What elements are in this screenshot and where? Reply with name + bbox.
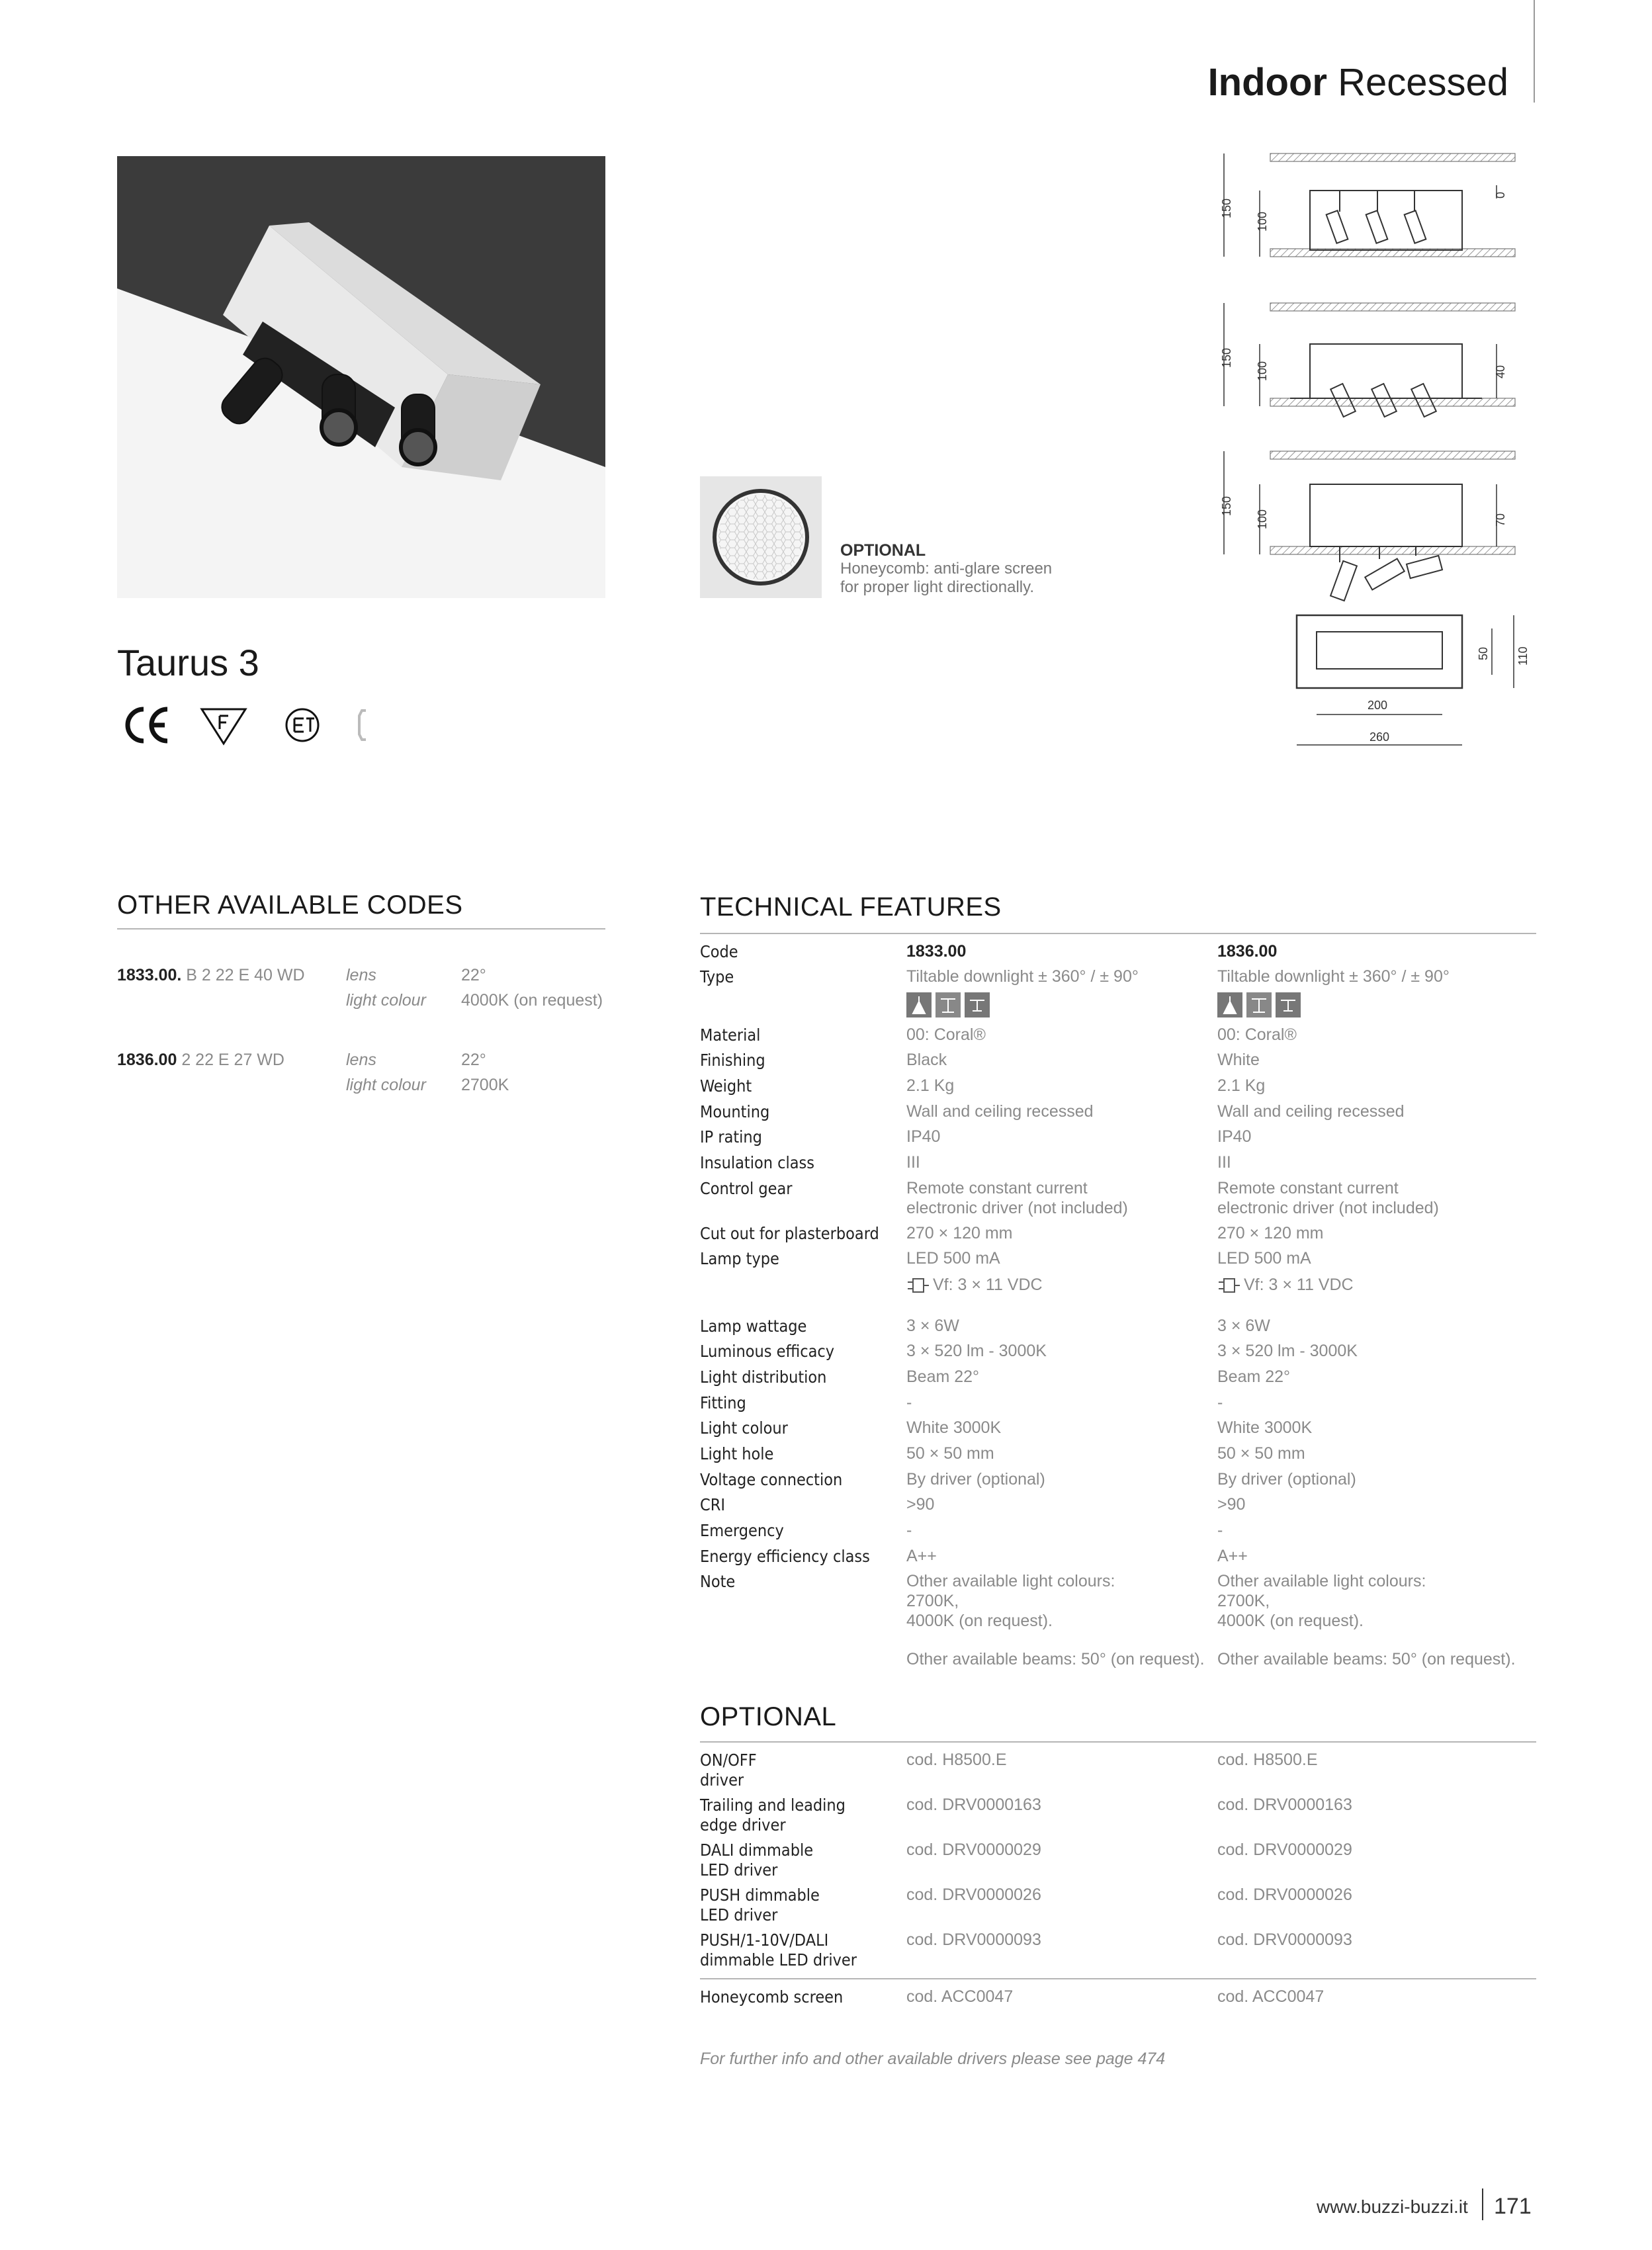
feature-value-a: IP40	[906, 1127, 941, 1146]
feature-value-a-line4: Other available beams: 50° (on request).	[906, 1650, 1205, 1668]
technical-features-title: TECHNICAL FEATURES	[700, 892, 1002, 922]
feature-value-a: -	[906, 1393, 912, 1412]
feature-value-a: >90	[906, 1495, 935, 1514]
optional-label-line2: LED driver	[700, 1905, 778, 1925]
feature-label: Light hole	[700, 1444, 774, 1463]
feature-value-a-line2: electronic driver (not included)	[906, 1199, 1128, 1217]
honeycomb-note-line: for proper light directionally.	[840, 578, 1035, 596]
feature-value-b: By driver (optional)	[1217, 1470, 1356, 1489]
optional-label: PUSH/1-10V/DALI	[700, 1930, 829, 1950]
dim-110: 110	[1516, 646, 1530, 666]
feature-value-b: 3 × 6W	[1217, 1317, 1270, 1335]
drawings-svg	[1204, 146, 1548, 761]
code-suffix: 2 22 E 27 WD	[177, 1051, 284, 1069]
dim-150-1: 150	[1220, 198, 1233, 218]
dim-100-2: 100	[1256, 361, 1269, 381]
dim-0: 0	[1494, 191, 1507, 198]
feature-value-b: White	[1217, 1051, 1260, 1069]
feature-value-b: Wall and ceiling recessed	[1217, 1102, 1405, 1121]
feature-value-b: 2.1 Kg	[1217, 1076, 1266, 1095]
f-mark-icon	[202, 709, 245, 744]
technical-drawings	[1204, 146, 1548, 761]
feature-value-a: 3 × 6W	[906, 1317, 959, 1335]
other-codes-title: OTHER AVAILABLE CODES	[117, 890, 463, 920]
dim-260: 260	[1369, 730, 1390, 744]
honeycomb-note	[840, 541, 1118, 597]
feature-value-a: Other available light colours:	[906, 1572, 1115, 1590]
feature-label: Luminous efficacy	[700, 1342, 835, 1361]
ce-mark-icon	[128, 709, 167, 741]
code-key: light colour	[346, 991, 426, 1010]
code-suffix: B 2 22 E 40 WD	[181, 966, 305, 984]
feature-value-a: Tiltable downlight ± 360° / ± 90°	[906, 967, 1139, 986]
code-number: 1836.00	[117, 1051, 177, 1069]
feature-value-b: LED 500 mA	[1217, 1249, 1311, 1268]
feature-label: Lamp type	[700, 1249, 779, 1268]
code-number: 1833.00.	[117, 966, 182, 984]
optional-divider	[700, 1741, 1536, 1743]
technical-features-divider	[700, 933, 1536, 934]
optional-code-a: cod. DRV0000093	[906, 1930, 1041, 1949]
code-key: light colour	[346, 1076, 426, 1094]
optional-code-a: cod. DRV0000029	[906, 1840, 1041, 1859]
feature-label: Weight	[700, 1076, 752, 1096]
optional-code-a: cod. H8500.E	[906, 1751, 1007, 1769]
feature-label: Emergency	[700, 1521, 784, 1540]
feature-value-a: 2.1 Kg	[906, 1076, 955, 1095]
feature-value-b: >90	[1217, 1495, 1246, 1514]
feature-value-a: A++	[906, 1547, 937, 1565]
footnote: For further info and other available drivers please see page 474	[700, 2050, 1166, 2068]
page-header	[1125, 60, 1508, 106]
feature-label: IP rating	[700, 1127, 762, 1147]
optional-code-b: cod. DRV0000093	[1217, 1930, 1352, 1949]
feature-label: Energy efficiency class	[700, 1547, 870, 1566]
feature-value-b: 50 × 50 mm	[1217, 1444, 1305, 1463]
feature-label: CRI	[700, 1495, 725, 1514]
type-icons	[1217, 992, 1303, 1021]
feature-value-a: Wall and ceiling recessed	[906, 1102, 1094, 1121]
optional-divider-2	[700, 1978, 1536, 1979]
optional-label: DALI dimmable	[700, 1840, 814, 1860]
feature-label: Insulation class	[700, 1153, 814, 1172]
optional-label-line2: LED driver	[700, 1860, 778, 1880]
footer-url[interactable]: www.buzzi-buzzi.it	[1317, 2196, 1468, 2217]
optional-code-a: cod. DRV0000026	[906, 1885, 1041, 1904]
code-value: 22°	[461, 1051, 486, 1069]
feature-value-a: 270 × 120 mm	[906, 1224, 1013, 1242]
type-icons	[906, 992, 992, 1021]
feature-label: Material	[700, 1025, 761, 1045]
feature-value-b: White 3000K	[1217, 1418, 1313, 1437]
feature-label: Control gear	[700, 1179, 793, 1198]
feature-value-a: 00: Coral®	[906, 1025, 986, 1044]
certification-svg	[117, 703, 395, 749]
feature-value-b-line4: Other available beams: 50° (on request).	[1217, 1650, 1516, 1668]
optional-label: PUSH dimmable	[700, 1885, 820, 1905]
feature-value-b-line2: 2700K,	[1217, 1592, 1270, 1610]
certification-icons	[117, 703, 395, 749]
feature-label: Cut out for plasterboard	[700, 1224, 879, 1243]
class-iii-icon	[359, 711, 366, 740]
feature-value-b: Beam 22°	[1217, 1367, 1291, 1386]
optional-code-a: cod. DRV0000163	[906, 1796, 1041, 1814]
feature-value-a: 1833.00	[906, 942, 967, 961]
feature-value-a: 50 × 50 mm	[906, 1444, 994, 1463]
feature-label: Finishing	[700, 1051, 765, 1070]
feature-value-a: 3 × 520 lm - 3000K	[906, 1342, 1047, 1360]
dim-100-1: 100	[1256, 211, 1269, 232]
feature-label: Mounting	[700, 1102, 770, 1121]
optional-code-b: cod. ACC0047	[1217, 1987, 1325, 2006]
feature-label: Fitting	[700, 1393, 746, 1412]
dim-150-2: 150	[1220, 347, 1233, 368]
optional-code-a: cod. ACC0047	[906, 1987, 1014, 2006]
feature-value-b: Other available light colours:	[1217, 1572, 1426, 1590]
optional-label-line2: edge driver	[700, 1815, 786, 1835]
optional-code-b: cod. DRV0000026	[1217, 1885, 1352, 1904]
feature-label: Type	[700, 967, 734, 986]
feature-value-b-line3: 4000K (on request).	[1217, 1612, 1364, 1630]
feature-value-a: Black	[906, 1051, 947, 1069]
feature-value-b: 3 × 520 lm - 3000K	[1217, 1342, 1358, 1360]
optional-code-b: cod. DRV0000029	[1217, 1840, 1352, 1859]
feature-value-b-line2: Vf: 3 × 11 VDC	[1244, 1276, 1354, 1294]
feature-value-b: -	[1217, 1521, 1223, 1539]
optional-label: ON/OFF	[700, 1751, 757, 1770]
feature-value-a: White 3000K	[906, 1418, 1002, 1437]
optional-code-b: cod. DRV0000163	[1217, 1796, 1352, 1814]
feature-value-a-line2: 2700K,	[906, 1592, 959, 1610]
header-rest: Recessed	[1326, 61, 1508, 104]
dim-200: 200	[1367, 699, 1388, 712]
optional-label-line2: driver	[700, 1770, 744, 1790]
feature-value-b: Remote constant current	[1217, 1179, 1399, 1197]
feature-label: Lamp wattage	[700, 1317, 807, 1336]
feature-value-a-line3: 4000K (on request).	[906, 1612, 1053, 1630]
header-divider	[1534, 0, 1535, 103]
dim-40: 40	[1494, 365, 1507, 378]
feature-value-a: Remote constant current	[906, 1179, 1088, 1197]
code-value: 4000K (on request)	[461, 991, 603, 1010]
optional-code-b: cod. H8500.E	[1217, 1751, 1318, 1769]
feature-value-a: By driver (optional)	[906, 1470, 1045, 1489]
honeycomb-image	[700, 476, 822, 598]
footer-divider	[1482, 2188, 1483, 2220]
feature-value-a: III	[906, 1153, 920, 1172]
etl-mark-icon	[286, 709, 318, 741]
honeycomb-note-line: Honeycomb: anti-glare screen	[840, 560, 1053, 578]
feature-value-b: -	[1217, 1393, 1223, 1412]
page-number: 171	[1494, 2194, 1532, 2219]
product-title: Taurus 3	[117, 642, 259, 683]
feature-label: Light distribution	[700, 1367, 827, 1387]
dim-150-3: 150	[1220, 496, 1233, 516]
optional-title: OPTIONAL	[700, 1702, 837, 1731]
feature-value-a: -	[906, 1521, 912, 1539]
code-key: lens	[346, 1051, 376, 1069]
feature-value-b: 270 × 120 mm	[1217, 1224, 1324, 1242]
honeycomb-icon	[700, 476, 822, 598]
feature-value-b: IP40	[1217, 1127, 1252, 1146]
optional-label: Honeycomb screen	[700, 1987, 844, 2007]
feature-value-a-line2: Vf: 3 × 11 VDC	[933, 1276, 1043, 1294]
other-codes-divider	[117, 928, 605, 930]
dim-70: 70	[1494, 513, 1507, 527]
honeycomb-note-title: OPTIONAL	[840, 541, 926, 560]
code-key: lens	[346, 966, 376, 984]
feature-value-a: Beam 22°	[906, 1367, 980, 1386]
dim-100-3: 100	[1256, 509, 1269, 529]
optional-label: Trailing and leading	[700, 1796, 846, 1815]
dim-50: 50	[1477, 646, 1490, 660]
feature-label: Light colour	[700, 1418, 788, 1438]
product-photo	[117, 156, 605, 598]
feature-value-b: III	[1217, 1153, 1231, 1172]
feature-label: Voltage connection	[700, 1470, 843, 1489]
feature-value-b: 1836.00	[1217, 942, 1278, 961]
feature-value-b: A++	[1217, 1547, 1248, 1565]
optional-label-line2: dimmable LED driver	[700, 1950, 857, 1969]
feature-value-a: LED 500 mA	[906, 1249, 1000, 1268]
code-value: 22°	[461, 966, 486, 984]
driver-icon	[1217, 1277, 1241, 1297]
feature-label: Note	[700, 1572, 736, 1591]
feature-value-b: Tiltable downlight ± 360° / ± 90°	[1217, 967, 1450, 986]
product-photo-svg	[117, 156, 605, 598]
header-bold: Indoor	[1207, 61, 1327, 104]
code-value: 2700K	[461, 1076, 509, 1094]
code-entry	[117, 1051, 284, 1070]
feature-value-b-line2: electronic driver (not included)	[1217, 1199, 1439, 1217]
feature-label: Code	[700, 942, 738, 961]
feature-value-b: 00: Coral®	[1217, 1025, 1297, 1044]
code-entry	[117, 966, 305, 985]
driver-icon	[906, 1277, 930, 1297]
